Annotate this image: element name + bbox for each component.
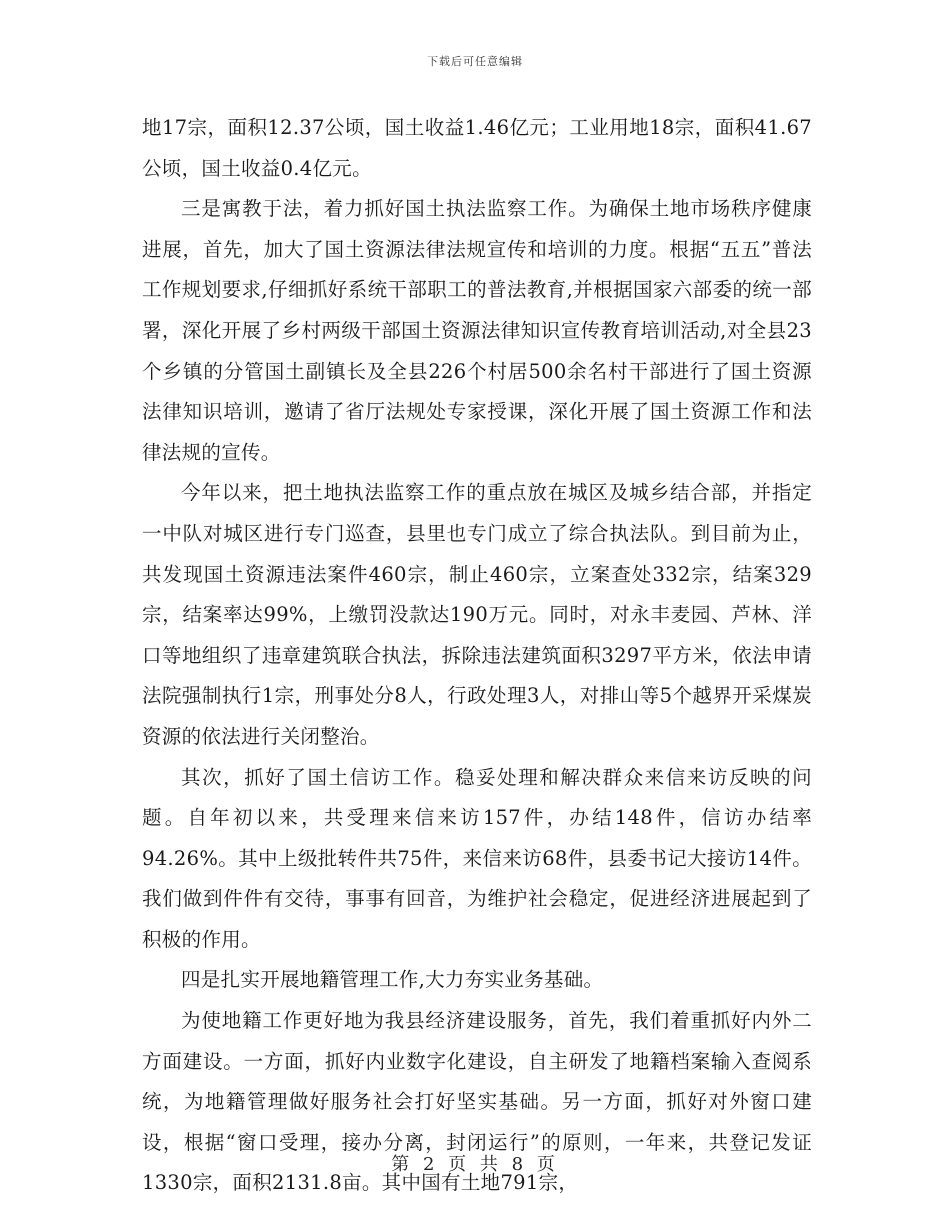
- paragraph-cadastre-work: 为使地籍工作更好地为我县经济建设服务，首先，我们着重抓好内外二方面建设。一方面，抓好内业数字化建设，自主研发了地籍档案输入查阅系统，为地籍管理做好服务社会打好坚实基础。另一方面，抓好对外窗口建设，根据“窗口受理，接办分离，封闭运行”的原则，一年来，共登记发证1330宗，面积2131.8亩。其中国有土地791宗，: [142, 1009, 812, 1195]
- page-header: 下载后可任意编辑: [427, 55, 523, 68]
- paragraph-law-enforcement: 三是寓教于法，着力抓好国土执法监察工作。为确保土地市场秩序健康进展，首先，加大了国土资源法律法规宣传和培训的力度。根据“五五”普法工作规划要求,仔细抓好系统干部职工的普法教育,并根据国家六部委的统一部署，深化开展了乡村两级干部国土资源法律知识宣传教育培训活动,对全县23个乡镇的分管国土副镇长及全县226个村居500余名村干部进行了国土资源法律知识培训，邀请了省厅法规处专家授课，深化开展了国土资源工作和法律法规的宣传。: [142, 197, 812, 464]
- paragraph-cadastre-heading: 四是扎实开展地籍管理工作,大力夯实业务基础。: [181, 968, 604, 992]
- paragraph-continuation: 地17宗，面积12.37公顷，国土收益1.46亿元；工业用地18宗，面积41.67公顷，国土收益0.4亿元。: [142, 116, 812, 180]
- document-body: [142, 108, 812, 1204]
- paragraph-enforcement-results: 今年以来，把土地执法监察工作的重点放在城区及城乡结合部，并指定一中队对城区进行专门巡查，县里也专门成立了综合执法队。到目前为止，共发现国土资源违法案件460宗，制止460宗，立案查处332宗，结案329宗，结案率达99%，上缴罚没款达190万元。同时，对永丰麦园、芦林、洋口等地组织了违章建筑联合执法，拆除违法建筑面积3297平方米，依法申请法院强制执行1宗，刑事处分8人，行政处理3人，对排山等5个越界开采煤炭资源的依法进行关闭整治。: [142, 481, 812, 748]
- paragraph-petition-work: 其次，抓好了国土信访工作。稳妥处理和解决群众来信来访反映的问题。自年初以来，共受理来信来访157件，办结148件，信访办结率94.26%。其中上级批转件共75件，来信来访68件，县委书记大接访14件。我们做到件件有交待，事事有回音，为维护社会稳定，促进经济进展起到了积极的作用。: [142, 765, 812, 951]
- page-footer: 第 2 页 共 8 页: [391, 1154, 559, 1175]
